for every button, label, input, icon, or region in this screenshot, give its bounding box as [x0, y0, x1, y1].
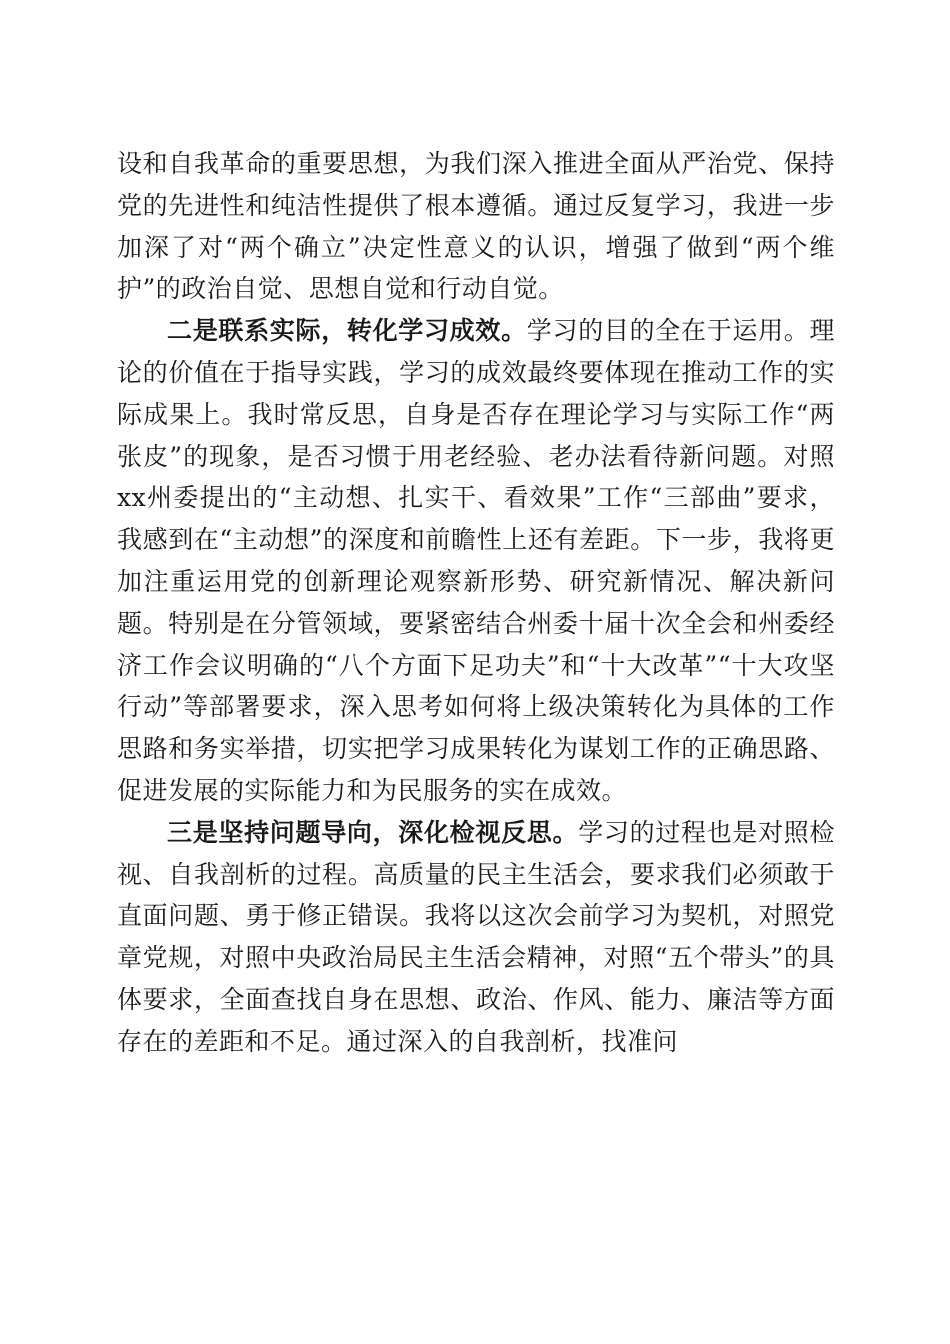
paragraph-text: 学习的目的全在于运用。理论的价值在于指导实践，学习的成效最终要体现在推动工作的实际成果上。我时常反思，自身是否存在理论学习与实际工作“两张皮”的现象，是否习惯于用老经验、老办法看待新问题。对照xx州委提出的“主动想、扎实干、看效果”工作“三部曲”要求，我感到在“主动想”的深度和前瞻性上还有差距。下一步，我将更加注重运用党的创新理论观察新形势、研究新情况、解决新问题。特别是在分管领域，要紧密结合州委十届十次全会和州委经济工作会议明确的“八个方面下足功夫”和“十大改革”“十大攻坚行动”等部署要求，深入思考如何将上级决策转化为具体的工作思路和务实举措，切实把学习成果转化为谋划工作的正确思路、促进发展的实际能力和为民服务的实在成效。 [117, 316, 835, 805]
paragraph-point-three [117, 812, 835, 1063]
paragraph-text: 设和自我革命的重要思想，为我们深入推进全面从严治党、保持党的先进性和纯洁性提供了根本遵循。通过反复学习，我进一步加深了对“两个确立”决定性意义的认识，增强了做到“两个维护”的政治自觉、思想自觉和行动自觉。 [117, 149, 835, 304]
document-body [117, 143, 835, 1063]
paragraph-text: 学习的过程也是对照检视、自我剖析的过程。高质量的民主生活会，要求我们必须敢于直面问题、勇于修正错误。我将以这次会前学习为契机，对照党章党规，对照中央政治局民主生活会精神，对照“五个带头”的具体要求，全面查找自身在思想、政治、作风、能力、廉洁等方面存在的差距和不足。通过深入的自我剖析，找准问 [117, 817, 835, 1056]
paragraph-heading: 二是联系实际，转化学习成效。 [167, 316, 527, 346]
paragraph-continuation [117, 143, 835, 310]
paragraph-point-two [117, 310, 835, 812]
paragraph-heading: 三是坚持问题导向，深化检视反思。 [167, 817, 579, 847]
